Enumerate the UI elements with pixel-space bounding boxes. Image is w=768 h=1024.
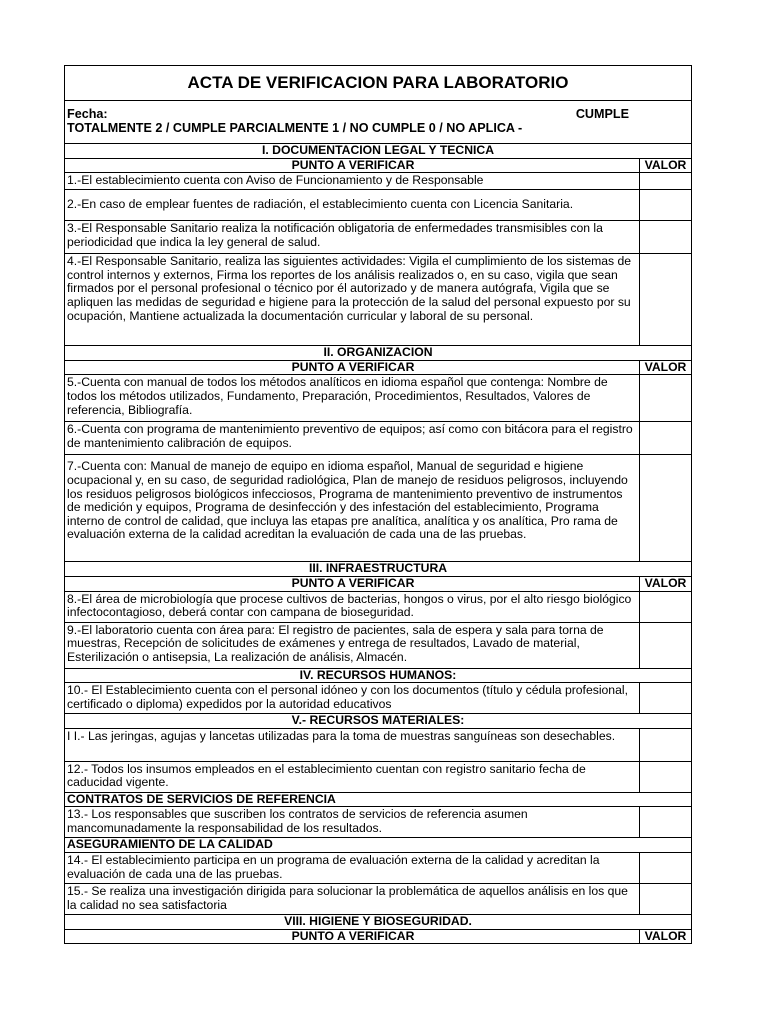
check-item-text: 3.-El Responsable Sanitario realiza la notificación obligatoria de enfermedades transmisibles con la periodicidad que indica la ley general de salud. [65,221,640,254]
value-cell[interactable] [640,622,692,668]
value-cell[interactable] [640,422,692,455]
check-item-text: I I.- Las jeringas, agujas y lancetas utilizadas para la toma de muestras sanguíneas son desechables. [65,728,640,761]
check-item-text: 14.- El establecimiento participa en un programa de evaluación externa de la calidad y acreditan la evaluación de cada una de las pruebas. [65,852,640,883]
punto-header: PUNTO A VERIFICAR [65,576,640,591]
value-cell[interactable] [640,683,692,714]
verification-form [64,65,692,944]
value-cell[interactable] [640,852,692,883]
section-title: III. INFRAESTRUCTURA [65,562,692,577]
scale-text: TOTALMENTE 2 / CUMPLE PARCIALMENTE 1 / NO CUMPLE 0 / NO APLICA - [67,121,523,135]
valor-header: VALOR [640,576,692,591]
value-cell[interactable] [640,173,692,190]
section-title: IV. RECURSOS HUMANOS: [65,668,692,683]
check-item-text: 9.-El laboratorio cuenta con área para: El registro de pacientes, sala de espera y sala para torna de muestras, Recepción de solicitudes de exámenes y entrega de resultados, Lavado de material, Esterilización o antisepsia, La realización de análisis, Almacén. [65,622,640,668]
value-cell[interactable] [640,591,692,622]
value-cell[interactable] [640,455,692,562]
value-cell[interactable] [640,761,692,792]
value-cell[interactable] [640,807,692,838]
value-cell[interactable] [640,221,692,254]
punto-header: PUNTO A VERIFICAR [65,158,640,173]
check-item-text: 2.-En caso de emplear fuentes de radiación, el establecimiento cuenta con Licencia Sanitaria. [65,190,640,221]
value-cell[interactable] [640,375,692,422]
value-cell[interactable] [640,728,692,761]
punto-header: PUNTO A VERIFICAR [65,360,640,375]
check-item-text: 10.- El Establecimiento cuenta con el personal idóneo y con los documentos (título y cédula profesional, certificado o diploma) expedidos por la autoridad educativos [65,683,640,714]
check-item-text: 8.-El área de microbiología que procese cultivos de bacterias, hongos o virus, por el alto riesgo biológico infectocontagioso, deberá contar con campana de bioseguridad. [65,591,640,622]
check-item-text: 5.-Cuenta con manual de todos los métodos analíticos en idioma español que contenga: Nombre de todos los métodos utilizados, Fundamento, Preparación, Procedimientos, Resultados, Valores de referencia, Bibliografía. [65,375,640,422]
section-title: I. DOCUMENTACION LEGAL Y TECNICA [65,144,692,159]
valor-header: VALOR [640,360,692,375]
value-cell[interactable] [640,883,692,914]
fecha-scale-cell [65,101,692,144]
check-item-text: 6.-Cuenta con programa de mantenimiento preventivo de equipos; así como con bitácora para el registro de mantenimiento calibración de equipos. [65,422,640,455]
fecha-label: Fecha: [67,107,108,122]
valor-header: VALOR [640,929,692,944]
form-table [64,65,692,944]
check-item-text: 15.- Se realiza una investigación dirigida para solucionar la problemática de aquellos análisis en los que la calidad no sea satisfactoria [65,883,640,914]
check-item-text: 1.-El establecimiento cuenta con Aviso de Funcionamiento y de Responsable [65,173,640,190]
section-title: VIII. HIGIENE Y BIOSEGURIDAD. [65,914,692,929]
cumple-label: CUMPLE [575,107,629,122]
section-title: V.- RECURSOS MATERIALES: [65,714,692,729]
section-title: II. ORGANIZACION [65,346,692,361]
form-title: ACTA DE VERIFICACION PARA LABORATORIO [65,66,692,101]
value-cell[interactable] [640,254,692,346]
section-title: CONTRATOS DE SERVICIOS DE REFERENCIA [65,792,692,807]
valor-header: VALOR [640,158,692,173]
section-title: ASEGURAMIENTO DE LA CALIDAD [65,838,692,853]
value-cell[interactable] [640,190,692,221]
check-item-text: 13.- Los responsables que suscriben los contratos de servicios de referencia asumen mancomunadamente la responsabilidad de los resultados. [65,807,640,838]
check-item-text: 7.-Cuenta con: Manual de manejo de equipo en idioma español, Manual de seguridad e higiene ocupacional y, en su caso, de seguridad radiológica, Plan de manejo de residuos peligrosos, incluyendo los residuos peligrosos biológicos infecciosos, Programa de mantenimiento preventivo de instrumentos de medición y equipos, Programa de desinfección y des infestación del establecimiento, Programa interno de control de calidad, que incluya las etapas pre analítica, analítica y os analítica, Pro rama de evaluación externa de la calidad acreditan la evaluación de cada una de las pruebas. [65,455,640,562]
check-item-text: 4.-El Responsable Sanitario, realiza las siguientes actividades: Vigila el cumplimiento de los sistemas de control internos y externos, Firma los reportes de los análisis realizados o, en su caso, vigila que sean firmados por el personal profesional o técnico por él autorizado y de manera autógrafa, Vigila que se apliquen las medidas de seguridad e higiene para la protección de la salud del personal expuesto por su ocupación, Mantiene actualizada la documentación curricular y laboral de su personal. [65,254,640,346]
check-item-text: 12.- Todos los insumos empleados en el establecimiento cuentan con registro sanitario fecha de caducidad vigente. [65,761,640,792]
punto-header: PUNTO A VERIFICAR [65,929,640,944]
